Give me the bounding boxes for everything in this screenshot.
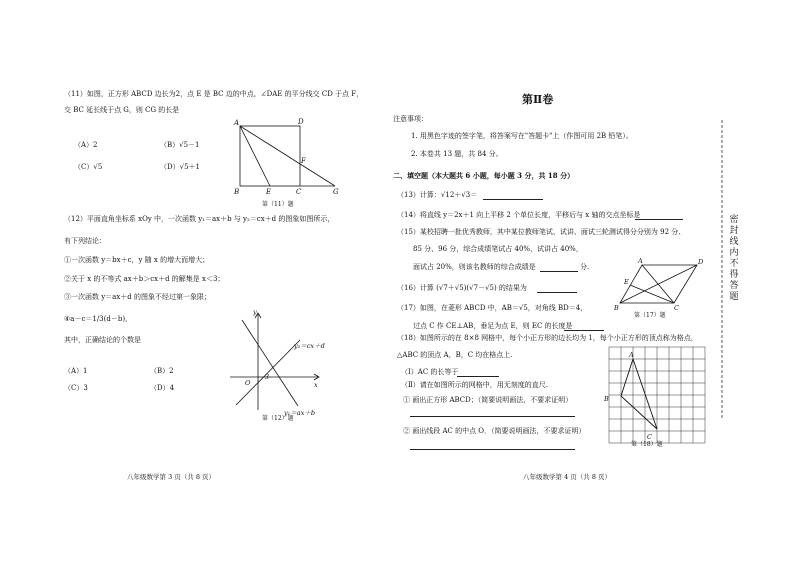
seal-warning-text: 密封线内不得答题 xyxy=(729,215,739,302)
q18-part-1: （Ⅰ）AC 的长等于 xyxy=(401,368,459,376)
q11-option-a: （A）2 xyxy=(74,141,98,149)
notice-heading: 注意事项： xyxy=(393,115,428,123)
q12-label-three: 3 xyxy=(265,373,270,381)
right-footer: 八年级数学第 4 页（共 8 页） xyxy=(523,473,612,481)
q14-text: （14）将直线 y＝2x＋1 向上平移 2 个单位长度，平移后与 x 轴的交点坐标是 xyxy=(397,211,641,219)
q11-label-a: A xyxy=(234,119,240,127)
q11-figure xyxy=(225,118,345,198)
q13-text: （13）计算：√12＋√3＝ xyxy=(397,191,478,199)
q16-answer-blank[interactable] xyxy=(537,283,577,293)
q18-caption: 第（18）题 xyxy=(631,441,663,448)
q12-label-y: y xyxy=(253,308,257,316)
q18-label-a: A xyxy=(629,351,634,359)
notice-item-1: 1. 用黑色字迹的签字笔，将答案写在"答题卡"上（作图可用 2B 铅笔）。 xyxy=(411,132,633,140)
q18-label-c: C xyxy=(647,433,652,441)
q12-figure xyxy=(228,310,328,420)
q11-label-c: C xyxy=(296,188,302,196)
q18-part-2: （Ⅱ）请在如图所示的网格中，用无刻度的直尺. xyxy=(401,381,548,389)
section-2-heading: 二、填空题（本大题共 6 小题，每小题 3 分，共 18 分） xyxy=(393,171,575,180)
q12-line2: 有下列结论： xyxy=(64,237,106,245)
q12-option-a: （A）1 xyxy=(64,367,88,375)
q11-caption: 第（11）题 xyxy=(262,201,294,208)
seal-dashed-line xyxy=(720,120,724,420)
q11-line1: （11）如图，正方形 ABCD 边长为2，点 E 是 BC 边的中点，∠DAE 的平分线交 CD 于点 F， xyxy=(64,90,364,98)
q17-label-a: A xyxy=(638,257,643,265)
q12-label-y2: y₂＝cx＋d xyxy=(294,342,325,350)
q12-label-x: x xyxy=(314,381,318,389)
q11-option-b: （B）√5－1 xyxy=(160,141,200,149)
q15-line1: （15）某校招聘一批优秀教师，其中某位教师笔试、试讲、面试三轮测试得分分别为 92 分、 xyxy=(397,228,686,236)
q17-label-d: D xyxy=(698,258,704,266)
q17-figure xyxy=(612,255,712,315)
q18-label-b: B xyxy=(604,395,609,403)
q18-construct-2-answer-line[interactable] xyxy=(410,443,575,450)
q15-line2: 85 分、96 分，综合成绩笔试占 40%，试讲占 40%， xyxy=(413,245,583,253)
q17-label-c: C xyxy=(674,304,679,312)
q12-statement-1: ①一次函数 y＝bx＋c，y 随 x 的增大而增大； xyxy=(64,256,210,264)
q15-answer-blank[interactable] xyxy=(540,262,578,272)
q18-construct-2: ② 画出线段 AC 的中点 O．（简要说明画法，不要求证明） xyxy=(403,427,586,435)
q12-question: 其中，正确结论的个数是 xyxy=(64,336,141,344)
q11-line2: 交 BC 延长线于点 G，则 CG 的长是 xyxy=(64,106,180,114)
q12-label-y1: y₁＝ax＋b xyxy=(284,409,315,417)
q12-line1: （12）平面直角坐标系 xOy 中，一次函数 y₁＝ax＋b 与 y₂＝cx＋d 的图象如图所示， xyxy=(64,215,335,223)
q18-grid-figure xyxy=(600,347,700,442)
q12-option-b: （B）2 xyxy=(150,367,174,375)
q18-construct-1: ① 画出正方形 ABCD；（简要说明画法，不要求证明） xyxy=(403,396,573,404)
q18-line1: （18）如图所示的在 8×8 网格中，每个小正方形的边长均为 1，每个小正方形的顶点称为格点， xyxy=(397,334,698,342)
q13-answer-blank[interactable] xyxy=(483,190,543,200)
q18-construct-1-answer-line[interactable] xyxy=(410,410,575,417)
q12-option-d: （D）4 xyxy=(150,384,175,392)
q12-caption: 第（12）题 xyxy=(262,415,294,422)
q14-answer-blank[interactable] xyxy=(635,210,683,220)
q11-label-b: B xyxy=(234,188,240,196)
q17-line2: 过点 C 作 CE⊥AB，垂足为点 E，则 EC 的长度是 xyxy=(413,322,573,330)
q11-option-d: （D）√5＋1 xyxy=(160,163,200,171)
q15-unit: 分. xyxy=(580,263,590,271)
q17-line1: （17）如图，在菱形 ABCD 中，AB＝√5，对角线 BD＝4， xyxy=(397,304,588,312)
q11-label-g: G xyxy=(333,188,339,196)
q17-answer-blank[interactable] xyxy=(564,321,604,331)
notice-item-2: 2. 本卷共 13 题，共 84 分。 xyxy=(411,150,503,158)
q12-label-origin: O xyxy=(245,379,251,387)
q11-label-d: D xyxy=(298,118,304,126)
q11-option-c: （C）√5 xyxy=(74,163,103,171)
q17-label-b: B xyxy=(614,304,619,312)
q17-label-e: E xyxy=(624,278,629,286)
q11-label-e: E xyxy=(266,188,272,196)
q12-statement-4: ④a－c＝1/3(d－b)， xyxy=(64,315,133,323)
q12-option-c: （C）3 xyxy=(64,384,88,392)
q15-line3: 面试占 20%，则该名教师的综合成绩是 xyxy=(413,263,536,271)
q11-label-f: F xyxy=(301,157,306,165)
q16-text: （16）计算 (√7＋√5)(√7－√5) 的结果为 xyxy=(397,284,527,292)
q12-statement-3: ③一次函数 y＝ax＋d 的图象不经过第一象限； xyxy=(64,293,212,301)
q12-statement-2: ②关于 x 的不等式 ax＋b＞cx＋d 的解集是 x＜3； xyxy=(64,275,225,283)
q17-caption: 第（17）题 xyxy=(634,312,666,319)
q18-answer-blank[interactable] xyxy=(457,367,499,377)
q18-line2: △ABC 的顶点 A，B，C 均在格点上. xyxy=(397,351,513,359)
left-footer: 八年级数学第 3 页（共 8 页） xyxy=(127,473,216,481)
section-title: 第Ⅱ卷 xyxy=(522,93,554,106)
